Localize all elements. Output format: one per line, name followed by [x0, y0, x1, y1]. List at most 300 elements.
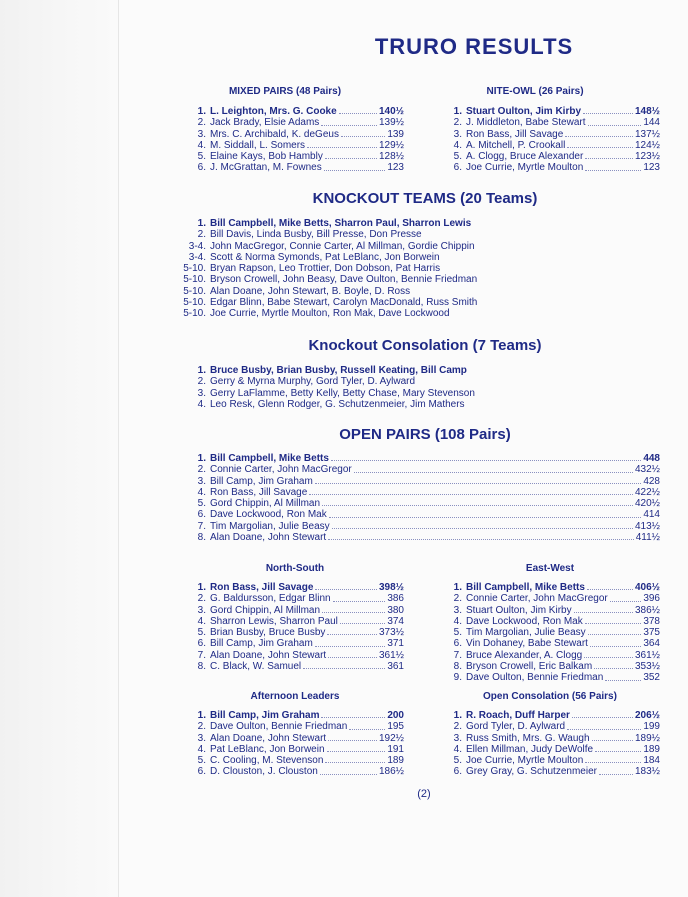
result-rank: 1.: [197, 365, 206, 376]
result-score: 411½: [635, 532, 660, 544]
result-row: [192, 661, 404, 672]
result-rank: 3-4.: [188, 240, 206, 252]
result-row: [448, 661, 660, 672]
result-score: 200: [387, 710, 404, 721]
result-rank: 5-10.: [183, 274, 206, 286]
result-rank: 6.: [453, 162, 462, 174]
dot-leader: [341, 129, 385, 137]
dot-leader: [315, 476, 642, 484]
dot-leader: [354, 464, 633, 472]
result-score: 422½: [634, 486, 660, 498]
result-score: 386½: [634, 604, 660, 616]
result-names: Stuart Oulton, Jim Kirby: [466, 106, 582, 117]
dot-leader: [585, 151, 633, 159]
dot-leader: [328, 650, 377, 658]
result-names: G. Baldursson, Edgar Blinn: [210, 593, 331, 605]
result-row: [192, 388, 612, 399]
result-score: 398½: [378, 582, 404, 593]
result-score: 144: [643, 117, 660, 129]
result-row: [192, 650, 404, 661]
dot-leader: [322, 498, 633, 506]
open-consolation-list: [448, 710, 660, 778]
dot-leader: [588, 117, 642, 125]
result-row: [192, 744, 404, 755]
dot-leader: [605, 672, 641, 680]
result-names: Tim Margolian, Julie Beasy: [210, 520, 330, 532]
result-row: [192, 476, 660, 487]
result-score: 124½: [634, 139, 660, 151]
dot-leader: [585, 755, 641, 763]
result-rank: 4.: [197, 743, 206, 755]
result-row: [448, 755, 660, 766]
result-names: M. Siddall, L. Somers: [210, 139, 306, 151]
result-rank: 5.: [197, 498, 206, 510]
result-rank: 8.: [197, 532, 206, 544]
result-names: Gord Chippin, Al Millman: [210, 604, 321, 616]
result-names: Scott & Norma Symonds, Pat LeBlanc, Jon Borwein: [210, 251, 440, 263]
result-row: [448, 627, 660, 638]
result-rank: 6.: [197, 766, 206, 778]
result-rank: 1.: [197, 218, 206, 229]
result-rank: 3.: [197, 475, 206, 487]
result-names: Sharron Lewis, Sharron Paul: [210, 615, 338, 627]
result-score: 195: [387, 721, 404, 733]
result-rank: 5.: [197, 151, 206, 163]
result-names: Bill Davis, Linda Busby, Bill Presse, Don Presse: [210, 229, 422, 241]
dot-leader: [307, 140, 377, 148]
result-names: Bill Campbell, Mike Betts: [466, 582, 585, 593]
result-rank: 3.: [453, 732, 462, 744]
result-rank: 3.: [197, 604, 206, 616]
result-row: [192, 487, 660, 498]
result-names: C. Black, W. Samuel: [210, 661, 302, 673]
dot-leader: [585, 162, 641, 170]
dot-leader: [321, 117, 377, 125]
open-pairs-heading: OPEN PAIRS (108 Pairs): [339, 426, 511, 443]
result-score: 374: [387, 615, 404, 627]
dot-leader: [610, 593, 642, 601]
result-row: [192, 616, 404, 627]
result-score: 184: [643, 755, 660, 767]
dot-leader: [324, 162, 386, 170]
result-score: 183½: [634, 766, 660, 778]
result-rank: 8.: [453, 661, 462, 673]
result-names: Joe Currie, Myrtle Moulton: [466, 162, 584, 174]
result-row: [448, 733, 660, 744]
result-row: [192, 464, 660, 475]
result-row: [448, 744, 660, 755]
result-names: Bill Camp, Jim Graham: [210, 638, 313, 650]
result-score: 148½: [634, 106, 660, 117]
result-rank: 3-4.: [188, 251, 206, 263]
result-score: 375: [643, 627, 660, 639]
result-score: 186½: [378, 766, 404, 778]
afternoon-leaders-heading: Afternoon Leaders: [250, 691, 340, 702]
result-row: [192, 532, 660, 543]
result-row: [192, 766, 404, 777]
result-rank: 4.: [197, 486, 206, 498]
result-row: [192, 140, 404, 151]
result-row: [192, 733, 404, 744]
result-row: [178, 308, 598, 319]
result-score: 128½: [378, 151, 404, 163]
result-row: [178, 229, 598, 240]
result-rank: 2.: [453, 721, 462, 733]
result-rank: 7.: [197, 649, 206, 661]
dot-leader: [590, 638, 641, 646]
knockout-consolation-heading: Knockout Consolation (7 Teams): [308, 337, 542, 354]
result-rank: 4.: [453, 139, 462, 151]
result-names: Bryson Crowell, Eric Balkam: [466, 661, 593, 673]
result-score: 189: [643, 743, 660, 755]
result-names: Bryan Rapson, Leo Trottier, Don Dobson, Pat Harris: [210, 263, 441, 275]
result-rank: 5-10.: [183, 297, 206, 309]
result-rank: 1.: [197, 453, 206, 464]
result-row: [448, 650, 660, 661]
dot-leader: [584, 650, 633, 658]
result-rank: 6.: [453, 638, 462, 650]
result-row: [192, 593, 404, 604]
result-names: Ron Bass, Jill Savage: [466, 128, 564, 140]
result-row: [178, 297, 598, 308]
result-row: [192, 509, 660, 520]
result-names: Jack Brady, Elsie Adams: [210, 117, 320, 129]
result-score: 414: [643, 509, 660, 521]
result-row: [178, 263, 598, 274]
dot-leader: [594, 661, 633, 669]
mixed-pairs-list: [192, 106, 404, 174]
north-south-list: [192, 582, 404, 672]
result-score: 364: [643, 638, 660, 650]
result-row: [448, 151, 660, 162]
result-names: L. Leighton, Mrs. G. Cooke: [210, 106, 337, 117]
result-row: [192, 721, 404, 732]
result-score: 137½: [634, 128, 660, 140]
result-names: Dave Oulton, Bennie Friedman: [210, 721, 348, 733]
result-names: Dave Lockwood, Ron Mak: [210, 509, 327, 521]
result-rank: 1.: [197, 582, 206, 593]
mixed-pairs-heading: MIXED PAIRS (48 Pairs): [228, 86, 342, 97]
result-names: Ron Bass, Jill Savage: [210, 486, 308, 498]
result-names: J. Middleton, Babe Stewart: [466, 117, 586, 129]
result-names: J. McGrattan, M. Fownes: [210, 162, 322, 174]
result-row: [448, 672, 660, 683]
dot-leader: [588, 627, 642, 635]
result-names: R. Roach, Duff Harper: [466, 710, 570, 721]
result-names: D. Clouston, J. Clouston: [210, 766, 318, 778]
dot-leader: [595, 744, 641, 752]
result-row: [448, 616, 660, 627]
dot-leader: [328, 532, 634, 540]
result-rank: 5.: [453, 151, 462, 163]
result-row: [192, 521, 660, 532]
dot-leader: [574, 605, 633, 613]
result-rank: 5-10.: [183, 285, 206, 297]
page-title: TRURO RESULTS: [374, 34, 574, 59]
result-score: 361: [387, 661, 404, 673]
knockout-teams-heading: KNOCKOUT TEAMS (20 Teams): [312, 190, 538, 207]
result-row: [192, 498, 660, 509]
result-score: 139: [387, 128, 404, 140]
result-names: Ron Bass, Jill Savage: [210, 582, 314, 593]
result-rank: 3.: [197, 732, 206, 744]
result-rank: 5.: [453, 755, 462, 767]
result-row: [448, 710, 660, 721]
result-rank: 5.: [197, 627, 206, 639]
result-names: Bryson Crowell, John Beasy, Dave Oulton, Bennie Friedman: [210, 274, 478, 286]
result-row: [448, 140, 660, 151]
result-rank: 2.: [197, 721, 206, 733]
result-score: 123½: [634, 151, 660, 163]
result-score: 373½: [378, 627, 404, 639]
result-rank: 3.: [197, 387, 206, 399]
result-names: Gord Chippin, Al Millman: [210, 498, 321, 510]
result-names: Gerry & Myrna Murphy, Gord Tyler, D. Aylward: [210, 376, 416, 388]
result-row: [192, 627, 404, 638]
dot-leader: [567, 140, 633, 148]
result-row: [192, 365, 612, 376]
result-names: Connie Carter, John MacGregor: [466, 593, 608, 605]
dot-leader: [309, 487, 633, 495]
dot-leader: [583, 106, 633, 114]
result-score: 353½: [634, 661, 660, 673]
result-score: 432½: [634, 464, 660, 476]
dot-leader: [331, 453, 641, 461]
result-row: [448, 721, 660, 732]
result-score: 406½: [634, 582, 660, 593]
result-rank: 2.: [197, 229, 206, 241]
result-score: 428: [643, 475, 660, 487]
result-names: Alan Doane, John Stewart: [210, 732, 327, 744]
result-names: Leo Resk, Glenn Rodger, G. Schutzenmeier, Jim Mathers: [210, 398, 465, 410]
open-consolation-heading: Open Consolation (56 Pairs): [483, 691, 617, 702]
dot-leader: [315, 582, 377, 590]
afternoon-leaders-list: [192, 710, 404, 778]
result-names: Bill Campbell, Mike Betts, Sharron Paul, Sharron Lewis: [210, 218, 472, 229]
result-score: 386: [387, 593, 404, 605]
result-score: 140½: [378, 106, 404, 117]
result-names: Bill Camp, Jim Graham: [210, 475, 313, 487]
result-rank: 4.: [197, 615, 206, 627]
result-rank: 4.: [453, 615, 462, 627]
dot-leader: [329, 509, 642, 517]
result-rank: 2.: [197, 376, 206, 388]
result-names: A. Clogg, Bruce Alexander: [466, 151, 584, 163]
dot-leader: [315, 638, 386, 646]
dot-leader: [328, 733, 377, 741]
result-rank: 2.: [453, 593, 462, 605]
result-rank: 6.: [197, 162, 206, 174]
result-names: Pat LeBlanc, Jon Borwein: [210, 743, 325, 755]
result-rank: 1.: [197, 106, 206, 117]
result-score: 420½: [634, 498, 660, 510]
dot-leader: [325, 151, 377, 159]
result-score: 413½: [634, 520, 660, 532]
result-score: 189½: [634, 732, 660, 744]
dot-leader: [327, 627, 377, 635]
result-score: 192½: [378, 732, 404, 744]
result-names: A. Mitchell, P. Crookall: [466, 139, 566, 151]
result-score: 448: [643, 453, 660, 464]
result-score: 123: [387, 162, 404, 174]
result-row: [178, 286, 598, 297]
result-score: 371: [387, 638, 404, 650]
result-row: [448, 593, 660, 604]
result-rank: 3.: [197, 128, 206, 140]
result-rank: 5-10.: [183, 263, 206, 275]
result-row: [448, 106, 660, 117]
result-rank: 6.: [197, 638, 206, 650]
result-score: 189: [387, 755, 404, 767]
result-names: Gerry LaFlamme, Betty Kelly, Betty Chase, Mary Stevenson: [210, 387, 475, 399]
result-rank: 5.: [197, 755, 206, 767]
result-row: [192, 129, 404, 140]
result-rank: 3.: [453, 604, 462, 616]
result-score: 378: [643, 615, 660, 627]
result-score: 361½: [378, 649, 404, 661]
result-names: Gord Tyler, D. Aylward: [466, 721, 566, 733]
result-rank: 1.: [453, 106, 462, 117]
result-rank: 6.: [453, 766, 462, 778]
result-rank: 1.: [197, 710, 206, 721]
result-rank: 9.: [453, 672, 462, 684]
result-names: Alan Doane, John Stewart, B. Boyle, D. Ross: [210, 285, 411, 297]
result-rank: 5-10.: [183, 308, 206, 320]
dot-leader: [332, 521, 633, 529]
result-names: Grey Gray, G. Schutzenmeier: [466, 766, 597, 778]
dot-leader: [567, 721, 641, 729]
dot-leader: [340, 616, 385, 624]
result-row: [448, 582, 660, 593]
nite-owl-list: [448, 106, 660, 174]
result-row: [448, 117, 660, 128]
result-row: [192, 710, 404, 721]
result-row: [192, 151, 404, 162]
result-row: [448, 162, 660, 173]
result-score: 361½: [634, 649, 660, 661]
result-row: [448, 638, 660, 649]
result-score: 396: [643, 593, 660, 605]
dot-leader: [587, 582, 633, 590]
result-names: Brian Busby, Bruce Busby: [210, 627, 326, 639]
dot-leader: [572, 710, 633, 718]
dot-leader: [585, 616, 642, 624]
result-row: [192, 582, 404, 593]
result-score: 206½: [634, 710, 660, 721]
result-row: [192, 117, 404, 128]
result-row: [192, 638, 404, 649]
nite-owl-heading: NITE-OWL (26 Pairs): [486, 86, 584, 97]
result-score: 123: [643, 162, 660, 174]
open-pairs-list: [192, 453, 660, 543]
result-rank: 1.: [453, 582, 462, 593]
result-score: 380: [387, 604, 404, 616]
dot-leader: [349, 721, 385, 729]
result-names: Mrs. C. Archibald, K. deGeus: [210, 128, 339, 140]
result-names: Stuart Oulton, Jim Kirby: [466, 604, 572, 616]
result-rank: 4.: [197, 139, 206, 151]
result-row: [192, 453, 660, 464]
page-number: (2): [417, 788, 431, 800]
result-row: [448, 129, 660, 140]
result-names: Elaine Kays, Bob Hambly: [210, 151, 323, 163]
result-rank: 7.: [453, 649, 462, 661]
east-west-list: [448, 582, 660, 684]
result-row: [448, 605, 660, 616]
result-names: Alan Doane, John Stewart: [210, 649, 327, 661]
result-names: Alan Doane, John Stewart: [210, 532, 327, 544]
north-south-heading: North-South: [265, 563, 325, 574]
result-rank: 2.: [197, 117, 206, 129]
result-rank: 5.: [453, 627, 462, 639]
result-names: Bruce Alexander, A. Clogg: [466, 649, 583, 661]
result-names: Bruce Busby, Brian Busby, Russell Keating, Bill Camp: [210, 365, 467, 376]
result-row: [192, 376, 612, 387]
result-rank: 3.: [453, 128, 462, 140]
result-rank: 1.: [453, 710, 462, 721]
result-rank: 4.: [197, 398, 206, 410]
dot-leader: [320, 766, 377, 774]
result-names: John MacGregor, Connie Carter, Al Millman, Gordie Chippin: [210, 240, 475, 252]
result-rank: 2.: [453, 117, 462, 129]
dot-leader: [303, 661, 385, 669]
result-row: [178, 241, 598, 252]
result-score: 139½: [378, 117, 404, 129]
dot-leader: [592, 733, 633, 741]
result-names: Edgar Blinn, Babe Stewart, Carolyn MacDonald, Russ Smith: [210, 297, 478, 309]
result-row: [178, 218, 598, 229]
result-rank: 8.: [197, 661, 206, 673]
result-rank: 4.: [453, 743, 462, 755]
result-rank: 7.: [197, 520, 206, 532]
result-row: [178, 274, 598, 285]
result-row: [448, 766, 660, 777]
result-row: [192, 755, 404, 766]
result-names: Vin Dohaney, Babe Stewart: [466, 638, 588, 650]
knockout-teams-list: [178, 218, 598, 320]
result-names: Tim Margolian, Julie Beasy: [466, 627, 586, 639]
result-row: [192, 106, 404, 117]
result-row: [192, 162, 404, 173]
east-west-heading: East-West: [525, 563, 575, 574]
result-names: Ellen Millman, Judy DeWolfe: [466, 743, 594, 755]
dot-leader: [322, 605, 385, 613]
result-rank: 6.: [197, 509, 206, 521]
result-names: Connie Carter, John MacGregor: [210, 464, 352, 476]
result-row: [192, 605, 404, 616]
dot-leader: [333, 593, 386, 601]
dot-leader: [327, 744, 386, 752]
result-row: [178, 252, 598, 263]
result-names: Russ Smith, Mrs. G. Waugh: [466, 732, 590, 744]
result-row: [192, 399, 612, 410]
dot-leader: [321, 710, 385, 718]
result-names: C. Cooling, M. Stevenson: [210, 755, 324, 767]
result-names: Bill Camp, Jim Graham: [210, 710, 320, 721]
result-rank: 2.: [197, 593, 206, 605]
knockout-consolation-list: [192, 365, 612, 410]
result-names: Dave Oulton, Bennie Friedman: [466, 672, 604, 684]
dot-leader: [565, 129, 633, 137]
dot-leader: [339, 106, 377, 114]
result-rank: 2.: [197, 464, 206, 476]
scan-margin: [0, 0, 118, 897]
result-names: Dave Lockwood, Ron Mak: [466, 615, 583, 627]
dot-leader: [599, 766, 633, 774]
dot-leader: [325, 755, 385, 763]
result-score: 129½: [378, 139, 404, 151]
result-score: 352: [643, 672, 660, 684]
